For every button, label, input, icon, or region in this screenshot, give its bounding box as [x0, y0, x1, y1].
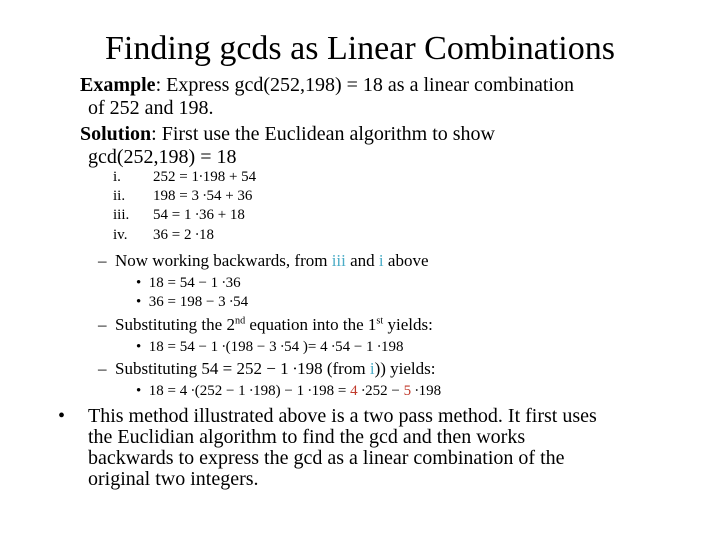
- step-equation: 198 = 3 ∙54 + 36: [153, 188, 253, 204]
- solution-line-1: [80, 122, 495, 146]
- conclusion-line: original two integers.: [88, 468, 259, 490]
- step-equation: 54 = 1 ∙36 + 18: [153, 207, 245, 223]
- example-text-1: : Express gcd(252,198) = 18 as a linear combination: [155, 74, 574, 96]
- bullet-item: • 18 = 54 − 1 ∙(198 − 3 ∙54 )= 4 ∙54 − 1 ∙198: [136, 339, 404, 355]
- dash-marker: –: [98, 251, 107, 270]
- conclusion-bullet: •: [58, 405, 66, 427]
- solution-label: Solution: [80, 123, 152, 145]
- substitute2-line: – Substituting 54 = 252 − 1 ∙198 (from i)) yields:: [98, 359, 436, 378]
- step-number: i.: [113, 169, 121, 185]
- step-ref: i: [378, 251, 384, 270]
- slide-title: Finding gcds as Linear Combinations: [105, 30, 615, 67]
- substitute1-line: – Substituting the 2nd equation into the 1st yields:: [98, 315, 433, 334]
- dash-marker: –: [98, 359, 107, 378]
- dash-marker: –: [98, 315, 107, 334]
- step-ref: i: [369, 359, 375, 378]
- example-line-1: [80, 73, 574, 97]
- example-line-2: of 252 and 198.: [88, 97, 214, 119]
- conclusion-line: This method illustrated above is a two pass method. It first uses: [88, 405, 597, 427]
- example-label: Example: [80, 74, 156, 96]
- step-number: ii.: [113, 188, 126, 204]
- step-ref: iii: [331, 251, 346, 270]
- coefficient: 4: [350, 383, 358, 399]
- bullet-item: • 18 = 54 − 1 ∙36: [136, 275, 241, 291]
- step-number: iii.: [113, 207, 130, 223]
- backwards-line: – Now working backwards, from iii and i above: [98, 251, 429, 270]
- bullet-item: • 36 = 198 − 3 ∙54: [136, 294, 249, 310]
- coefficient: 5: [403, 383, 412, 399]
- bullet-item: • 18 = 4 ∙(252 − 1 ∙198) − 1 ∙198 = 4 ∙252 − 5 ∙198: [136, 383, 442, 399]
- conclusion-line: backwards to express the gcd as a linear combination of the: [88, 447, 565, 469]
- step-equation: 36 = 2 ∙18: [153, 227, 214, 243]
- step-equation: 252 = 1∙198 + 54: [153, 169, 257, 185]
- step-number: iv.: [113, 227, 128, 243]
- conclusion-line: the Euclidian algorithm to find the gcd and then works: [88, 426, 526, 448]
- solution-line-2: gcd(252,198) = 18: [88, 146, 237, 168]
- solution-text-1: : First use the Euclidean algorithm to show: [151, 123, 495, 145]
